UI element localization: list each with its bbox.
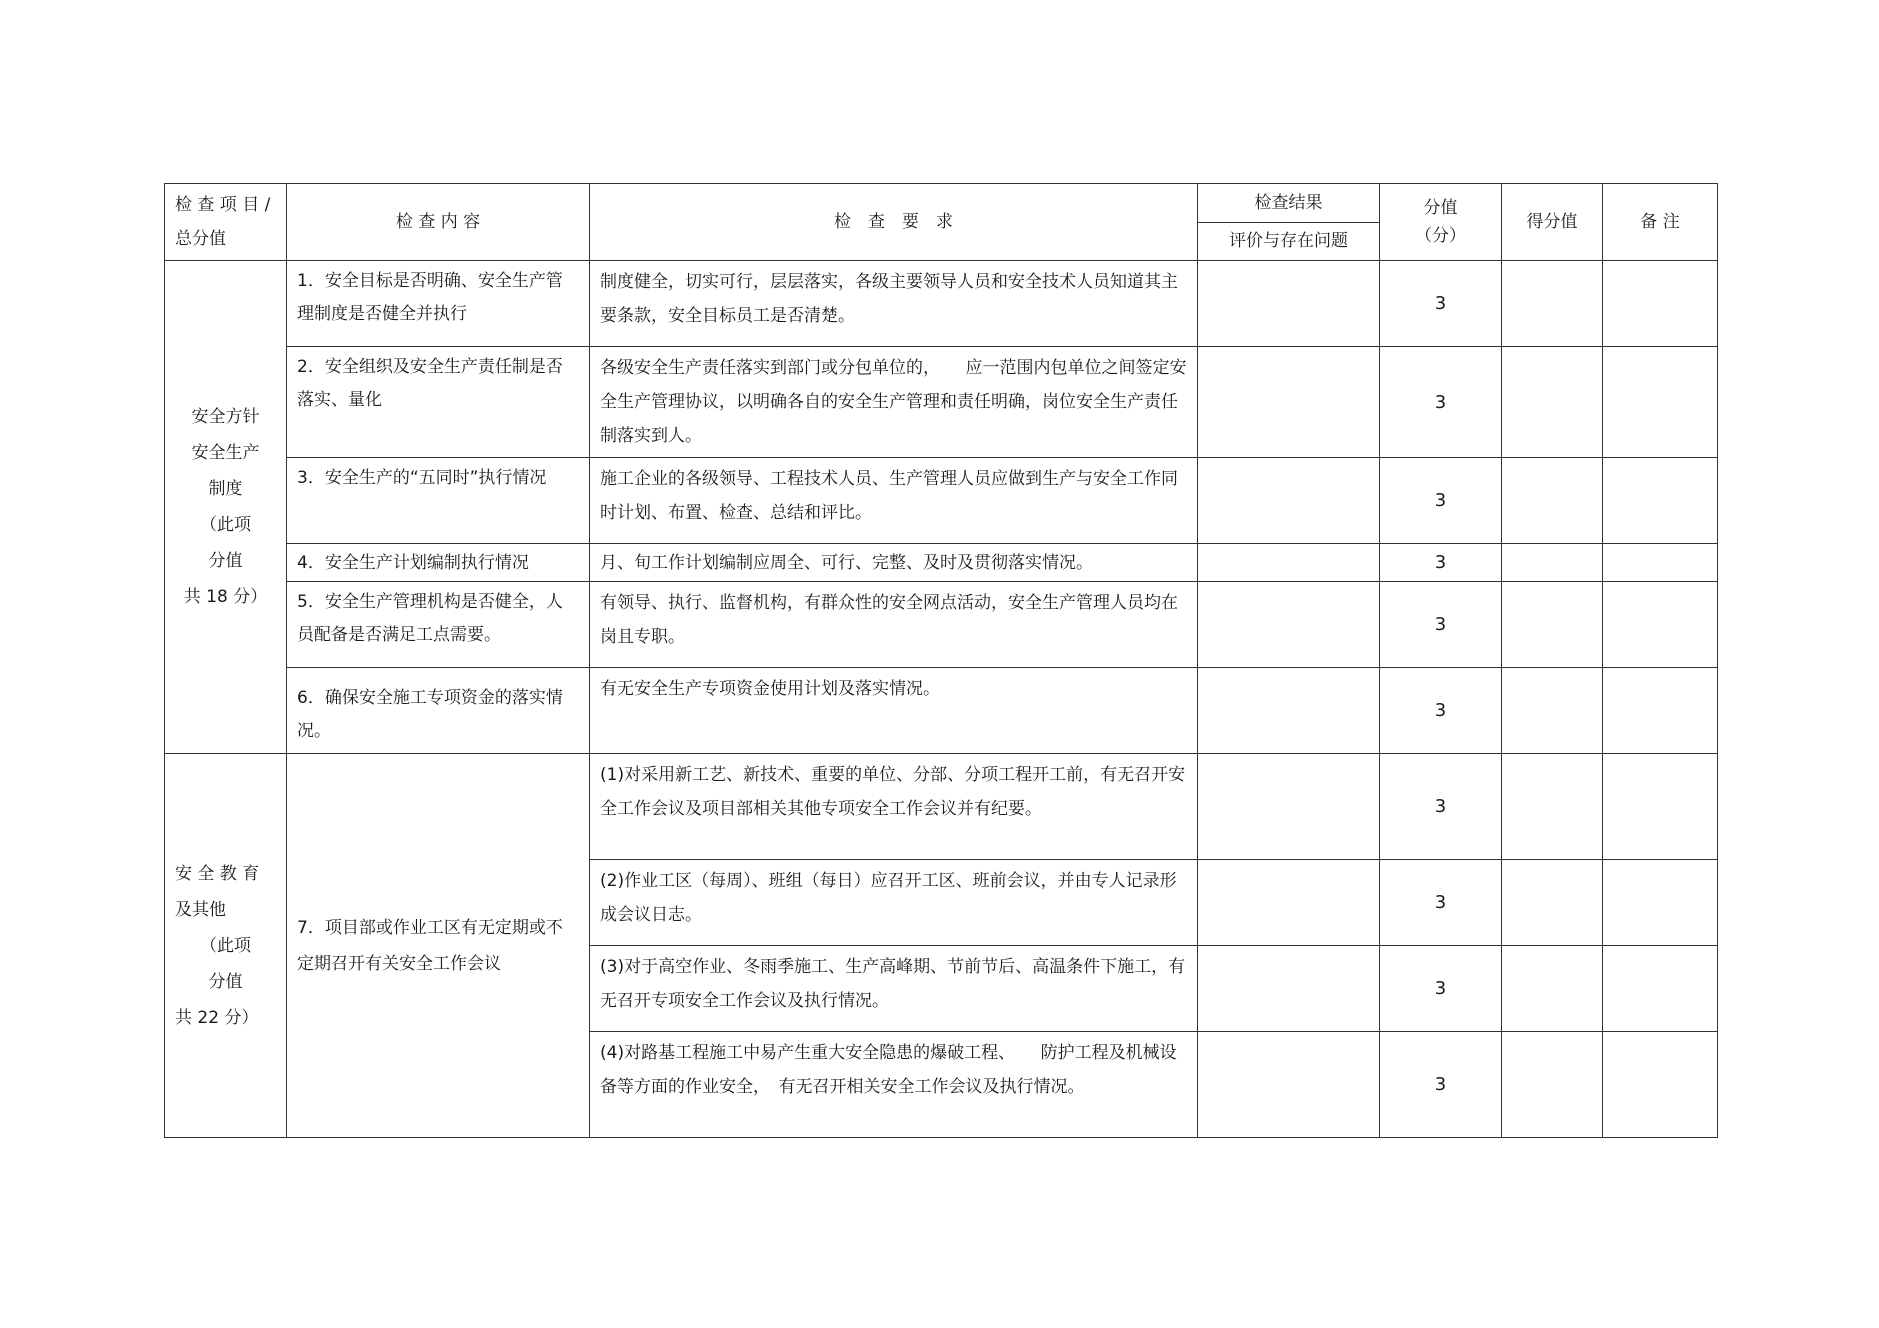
earned-cell[interactable]	[1502, 261, 1603, 347]
remarks-cell[interactable]	[1603, 754, 1718, 860]
header-score-line1: 分值	[1423, 198, 1458, 218]
result-cell[interactable]	[1198, 261, 1380, 347]
category-line: 分值	[208, 551, 243, 571]
category-line: 制度	[208, 479, 243, 499]
category-line: 安全方针	[191, 407, 260, 427]
earned-cell[interactable]	[1502, 754, 1603, 860]
remarks-cell[interactable]	[1603, 582, 1718, 668]
check-requirement: (1)对采用新工艺、新技术、重要的单位、分部、分项工程开工前，有无召开安全工作会议及项目部相关其他专项安全工作会议并有纪要。	[590, 754, 1198, 860]
remarks-cell[interactable]	[1603, 458, 1718, 544]
check-requirement: 施工企业的各级领导、工程技术人员、生产管理人员应做到生产与安全工作同时计划、布置、检查、总结和评比。	[590, 458, 1198, 544]
check-content: 6．确保安全施工专项资金的落实情况。	[287, 668, 590, 754]
category-line: 安全生产	[191, 443, 260, 463]
category-line: 分值	[208, 971, 243, 992]
score-value: 3	[1380, 946, 1502, 1032]
result-cell[interactable]	[1198, 582, 1380, 668]
earned-cell[interactable]	[1502, 860, 1603, 946]
check-requirement: 各级安全生产责任落实到部门或分包单位的， 应一范围内包单位之间签定安全生产管理协议，以明确各自的安全生产管理和责任明确，岗位安全生产责任制落实到人。	[590, 347, 1198, 458]
header-item-line2: 总分值	[175, 229, 226, 249]
earned-cell[interactable]	[1502, 347, 1603, 458]
remarks-cell[interactable]	[1603, 347, 1718, 458]
result-cell[interactable]	[1198, 946, 1380, 1032]
header-result-top: 检查结果	[1198, 184, 1380, 223]
result-cell[interactable]	[1198, 544, 1380, 582]
header-item	[165, 184, 287, 261]
header-earned: 得分值	[1502, 184, 1603, 261]
remarks-cell[interactable]	[1603, 946, 1718, 1032]
result-cell[interactable]	[1198, 860, 1380, 946]
header-score	[1380, 184, 1502, 261]
category-line: 安 全 教 育	[175, 863, 260, 884]
result-cell[interactable]	[1198, 347, 1380, 458]
check-content: 2．安全组织及安全生产责任制是否落实、量化	[287, 347, 590, 458]
check-content: 4．安全生产计划编制执行情况	[287, 544, 590, 582]
check-requirement: 制度健全，切实可行，层层落实，各级主要领导人员和安全技术人员知道其主要条款，安全目标员工是否清楚。	[590, 261, 1198, 347]
category-line: 及其他	[175, 899, 226, 920]
category-line: （此项	[200, 515, 251, 535]
remarks-cell[interactable]	[1603, 544, 1718, 582]
earned-cell[interactable]	[1502, 668, 1603, 754]
remarks-cell[interactable]	[1603, 1032, 1718, 1138]
check-requirement: 有领导、执行、监督机构，有群众性的安全网点活动，安全生产管理人员均在岗且专职。	[590, 582, 1198, 668]
score-value: 3	[1380, 458, 1502, 544]
earned-cell[interactable]	[1502, 1032, 1603, 1138]
result-cell[interactable]	[1198, 754, 1380, 860]
header-requirement: 检 查 要 求	[590, 184, 1198, 261]
score-value: 3	[1380, 347, 1502, 458]
score-value: 3	[1380, 544, 1502, 582]
score-value: 3	[1380, 582, 1502, 668]
remarks-cell[interactable]	[1603, 668, 1718, 754]
check-content: 1．安全目标是否明确、安全生产管理制度是否健全并执行	[287, 261, 590, 347]
check-requirement: (2)作业工区（每周）、班组（每日）应召开工区、班前会议，并由专人记录形成会议日志。	[590, 860, 1198, 946]
category-safety-policy	[165, 261, 287, 754]
earned-cell[interactable]	[1502, 582, 1603, 668]
header-score-line2: （分）	[1415, 226, 1466, 246]
result-cell[interactable]	[1198, 1032, 1380, 1138]
header-item-line1: 检 查 项 目 /	[175, 195, 271, 215]
check-content: 7．项目部或作业工区有无定期或不定期召开有关安全工作会议	[287, 754, 590, 1138]
header-content: 检 查 内 容	[287, 184, 590, 261]
check-content: 3．安全生产的“五同时”执行情况	[287, 458, 590, 544]
score-value: 3	[1380, 1032, 1502, 1138]
safety-inspection-table	[164, 183, 1718, 1138]
category-line: （此项	[200, 935, 251, 956]
result-cell[interactable]	[1198, 458, 1380, 544]
score-value: 3	[1380, 668, 1502, 754]
score-value: 3	[1380, 261, 1502, 347]
category-line: 共 18 分）	[183, 587, 268, 607]
remarks-cell[interactable]	[1603, 261, 1718, 347]
check-requirement: 月、旬工作计划编制应周全、可行、完整、及时及贯彻落实情况。	[590, 544, 1198, 582]
header-result-bottom: 评价与存在问题	[1198, 222, 1380, 261]
header-remarks: 备 注	[1603, 184, 1718, 261]
earned-cell[interactable]	[1502, 544, 1603, 582]
earned-cell[interactable]	[1502, 458, 1603, 544]
result-cell[interactable]	[1198, 668, 1380, 754]
score-value: 3	[1380, 860, 1502, 946]
score-value: 3	[1380, 754, 1502, 860]
earned-cell[interactable]	[1502, 946, 1603, 1032]
category-line: 共 22 分）	[175, 1007, 259, 1028]
category-safety-education	[165, 754, 287, 1138]
remarks-cell[interactable]	[1603, 860, 1718, 946]
check-requirement: (3)对于高空作业、冬雨季施工、生产高峰期、节前节后、高温条件下施工，有无召开专项安全工作会议及执行情况。	[590, 946, 1198, 1032]
check-content: 5．安全生产管理机构是否健全，人员配备是否满足工点需要。	[287, 582, 590, 668]
check-requirement: 有无安全生产专项资金使用计划及落实情况。	[590, 668, 1198, 754]
check-requirement: (4)对路基工程施工中易产生重大安全隐患的爆破工程、 防护工程及机械设备等方面的作业安全， 有无召开相关安全工作会议及执行情况。	[590, 1032, 1198, 1138]
